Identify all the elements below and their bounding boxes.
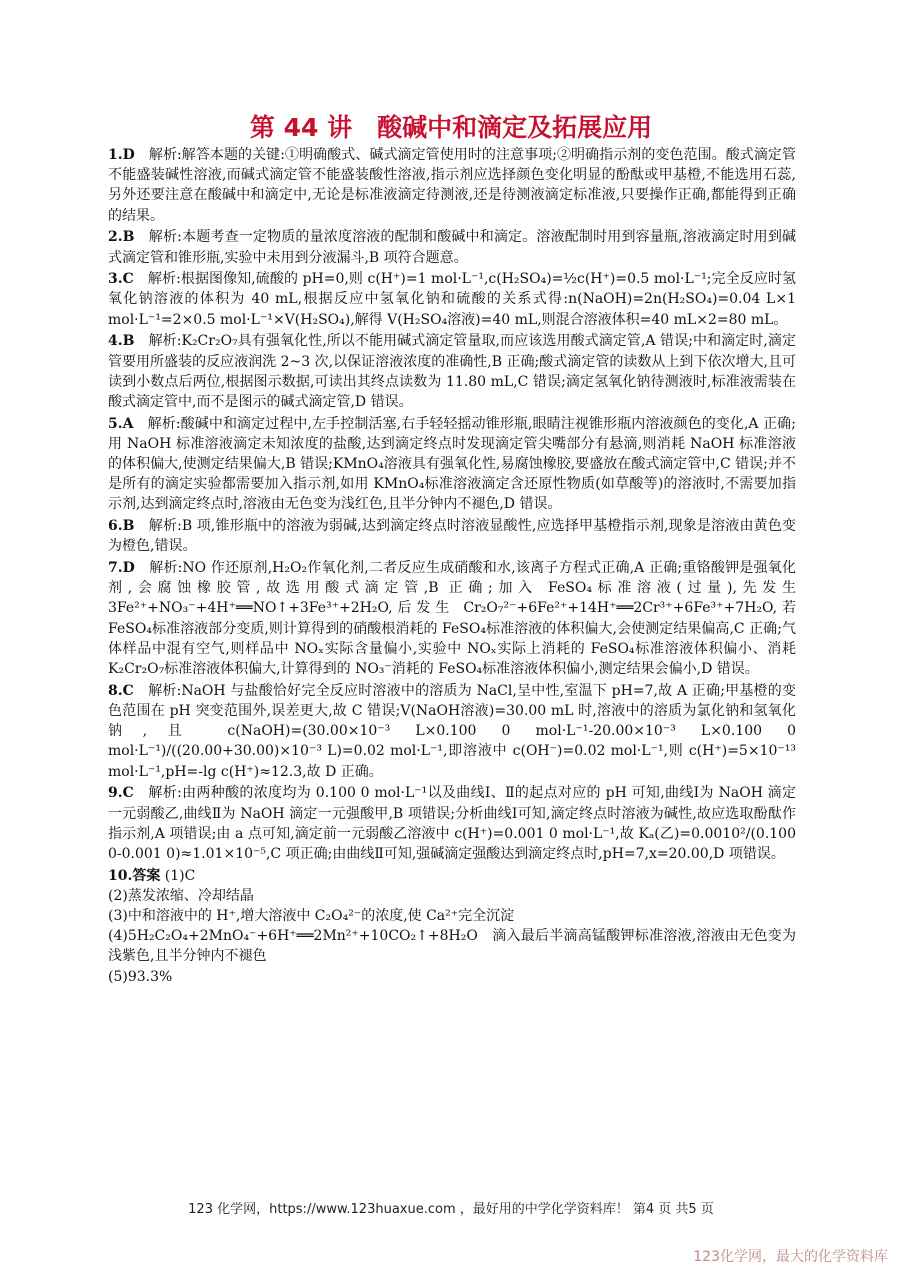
answer-item-8 [108, 681, 796, 782]
item-text: 解析:B 项,锥形瓶中的溶液为弱碱,达到滴定终点时溶液显酸性,应选择甲基橙指示剂,现象是溶液由黄色变为橙色,错误。 [108, 518, 796, 555]
watermark: 123化学网，最大的化学资料库 [693, 1249, 888, 1265]
answer-part: (5)93.3% [108, 968, 173, 985]
item-text: 解析:本题考查一定物质的量浓度溶液的配制和酸碱中和滴定。溶液配制时用到容量瓶,溶液滴定时用到碱式滴定管和锥形瓶,实验中未用到分液漏斗,B 项符合题意。 [108, 229, 796, 266]
answer-item-1 [108, 145, 796, 226]
answer-item-3 [108, 269, 796, 330]
item-number: 10.答案 [108, 867, 161, 884]
item-text: 解析:K₂Cr₂O₇具有强氧化性,所以不能用碱式滴定管量取,而应该选用酸式滴定管,A 错误;中和滴定时,滴定管要用所盛装的反应液润洗 2~3 次,以保证溶液浓度的准确性,B 正确;酸式滴定管的读数从上到下依次增大,且可读到小数点后两位,根据图示数据,可读出其终点读数为 11.80 mL,C 错误;滴定氢氧化钠待测液时,标准液需装在酸式滴定管中,而不是图示的碱式滴定管,D 错误。 [108, 333, 796, 410]
item-number: 9.C [108, 785, 134, 802]
item-text: 解析:NaOH 与盐酸恰好完全反应时溶液中的溶质为 NaCl,呈中性,室温下 pH=7,故 A 正确;甲基橙的变色范围在 pH 突变范围外,误差更大,故 C 错误;V(NaOH溶液)=30.00 mL 时,溶液中的溶质为氯化钠和氢氧化钠,且 c(NaOH)=(30.00×10⁻³ L×0.100 0 mol·L⁻¹-20.00×10⁻³ L×0.100 0 mol·L⁻¹)/((20.00+30.00)×10⁻³ L)=0.02 mol·L⁻¹,即溶液中 c(OH⁻)=0.02 mol·L⁻¹,则 c(H⁺)=5×10⁻¹³ mol·L⁻¹,pH=-lg c(H⁺)≈12.3,故 D 正确。 [108, 682, 796, 780]
answer-part: (2)蒸发浓缩、冷却结晶 [108, 887, 254, 904]
item-text: 解析:根据图像知,硫酸的 pH=0,则 c(H⁺)=1 mol·L⁻¹,c(H₂SO₄)=½c(H⁺)=0.5 mol·L⁻¹;完全反应时氢氧化钠溶液的体积为 40 mL,根据反应中氢氧化钠和硫酸的关系式得:n(NaOH)=2n(H₂SO₄)=0.04 L×1 mol·L⁻¹=2×0.5 mol·L⁻¹×V(H₂SO₄),解得 V(H₂SO₄溶液)=40 mL,则混合溶液体积=40 mL×2=80 mL。 [108, 271, 796, 328]
answer-item-7 [108, 558, 796, 679]
item-number: 4.B [108, 333, 135, 350]
answer-item-10 [108, 866, 796, 886]
item-number: 5.A [108, 415, 134, 432]
answer-item-5 [108, 414, 796, 515]
page-footer: 123 化学网，https://www.123huaxue.com ，最好用的中学化学资料库！ 第4 页 共5 页 [188, 1202, 714, 1217]
item-number: 2.B [108, 229, 135, 246]
answer-item-9 [108, 783, 796, 864]
answer-part: (4)5H₂C₂O₄+2MnO₄⁻+6H⁺══2Mn²⁺+10CO₂↑+8H₂O 滴入最后半滴高锰酸钾标准溶液,溶液由无色变为浅紫色,且半分钟内不褪色 [108, 928, 796, 965]
item-number: 1.D [108, 147, 135, 163]
item-text: 解析:酸碱中和滴定过程中,左手控制活塞,右手轻轻摇动锥形瓶,眼睛注视锥形瓶内溶液颜色的变化,A 正确;用 NaOH 标准溶液滴定未知浓度的盐酸,达到滴定终点时发现滴定管尖嘴部分有悬滴,则消耗 NaOH 标准溶液的体积偏大,使测定结果偏大,B 错误;KMnO₄溶液具有强氧化性,易腐蚀橡胶,要盛放在酸式滴定管中,C 错误;并不是所有的滴定实验都需要加入指示剂,如用 KMnO₄标准溶液滴定含还原性物质(如草酸等)的溶液时,不需要加指示剂,达到滴定终点时,溶液由无色变为浅红色,且半分钟内不褪色,D 错误。 [108, 415, 796, 513]
item-number: 8.C [108, 682, 134, 699]
item-text: 解析:NO 作还原剂,H₂O₂作氧化剂,二者反应生成硝酸和水,该离子方程式正确,A 正确;重铬酸钾是强氧化剂,会腐蚀橡胶管,故选用酸式滴定管,B 正确;加入 FeSO₄标准溶液(过量),先发生 3Fe²⁺+NO₃⁻+4H⁺══NO↑+3Fe³⁺+2H₂O,后发生 Cr₂O₇²⁻+6Fe²⁺+14H⁺══2Cr³⁺+6Fe³⁺+7H₂O,若 FeSO₄标准溶液部分变质,则计算得到的硝酸根消耗的 FeSO₄标准溶液的体积偏大,会使测定结果偏高,C 正确;气体样品中混有空气,则样品中 NOₓ实际含量偏小,实验中 NOₓ实际上消耗的 FeSO₄标准溶液体积偏小、消耗 K₂Cr₂O₇标准溶液体积偏大,计算得到的 NO₃⁻消耗的 FeSO₄标准溶液体积偏小,测定结果会偏小,D 错误。 [108, 560, 796, 678]
answer-item-4 [108, 331, 796, 412]
item-number: 6.B [108, 518, 135, 535]
item-text: 解析:解答本题的关键:①明确酸式、碱式滴定管使用时的注意事项;②明确指示剂的变色范围。酸式滴定管不能盛装碱性溶液,而碱式滴定管不能盛装酸性溶液,指示剂应选择颜色变化明显的酚酞或甲基橙,不能选用石蕊,另外还要注意在酸碱中和滴定中,无论是标准液滴定待测液,还是待测液滴定标准液,只要操作正确,都能得到正确的结果。 [108, 147, 796, 224]
item-text: 解析:由两种酸的浓度均为 0.100 0 mol·L⁻¹以及曲线Ⅰ、Ⅱ的起点对应的 pH 可知,曲线Ⅰ为 NaOH 滴定一元弱酸乙,曲线Ⅱ为 NaOH 滴定一元强酸甲,B 项错误;分析曲线Ⅰ可知,滴定终点时溶液为碱性,故应选取酚酞作指示剂,A 项错误;由 a 点可知,滴定前一元弱酸乙溶液中 c(H⁺)=0.001 0 mol·L⁻¹,故 Kₐ(乙)=0.0010²/(0.100 0-0.001 0)≈1.01×10⁻⁵,C 项正确;由曲线Ⅱ可知,强碱滴定强酸达到滴定终点时,pH=7,x=20.00,D 项错误。 [108, 785, 796, 862]
answer-part: (3)中和溶液中的 H⁺,增大溶液中 C₂O₄²⁻的浓度,使 Ca²⁺完全沉淀 [108, 908, 515, 925]
answer-part: (1)C [160, 867, 196, 884]
item-number: 7.D [108, 560, 135, 577]
answer-item-6 [108, 516, 796, 556]
item-number: 3.C [108, 271, 134, 288]
answer-content [108, 145, 796, 987]
answer-item-2 [108, 227, 796, 267]
page-title: 第 44 讲 酸碱中和滴定及拓展应用 [249, 113, 653, 142]
